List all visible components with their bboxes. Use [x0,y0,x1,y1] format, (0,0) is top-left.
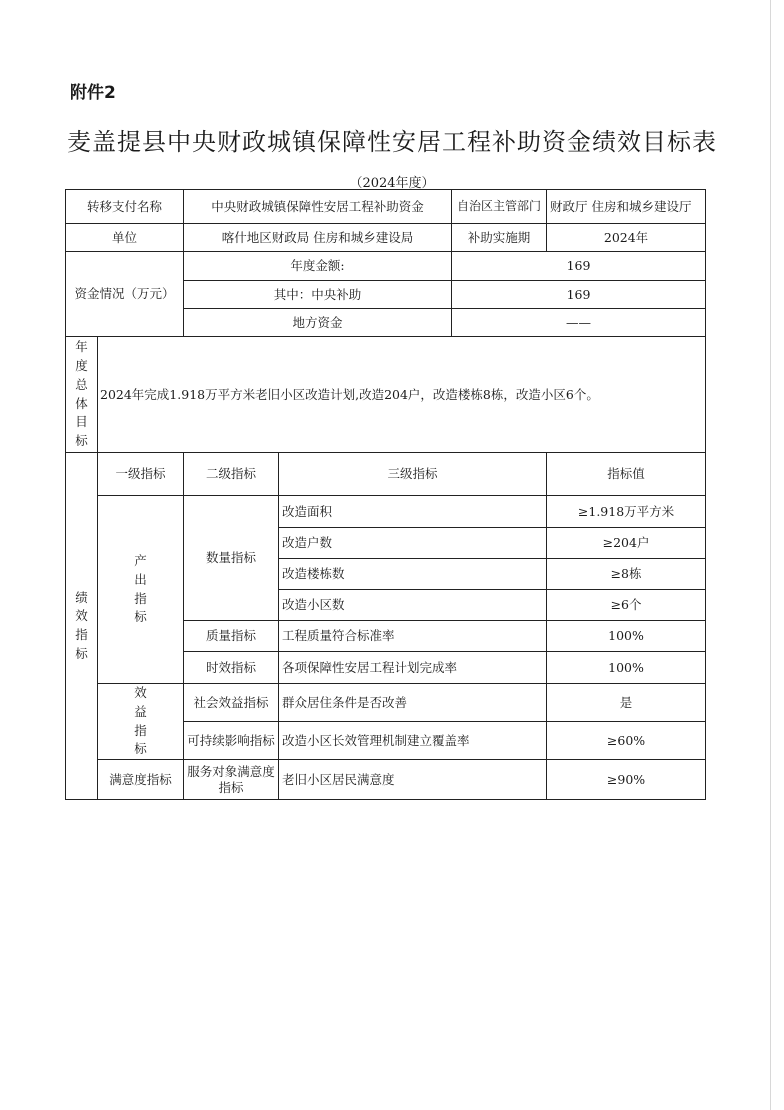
output-indicators-label: 产出指标 [98,496,184,684]
social-benefit-name: 群众居住条件是否改善 [279,684,547,722]
sustainability-value: ≥60% [547,722,706,760]
timeliness-indicator-name: 各项保障性安居工程计划完成率 [279,652,547,684]
sustainability-label: 可持续影响指标 [184,722,279,760]
quantity-row-name: 改造面积 [279,496,547,528]
funds-label: 资金情况（万元） [66,252,184,337]
quantity-row-value: ≥6个 [547,590,706,621]
service-satisfaction-label: 服务对象满意度指标 [184,760,279,800]
annual-amount-value: 169 [452,252,706,281]
transfer-name-label: 转移支付名称 [66,190,184,224]
page-edge [770,0,771,1110]
quantity-indicators-label: 数量指标 [184,496,279,621]
period-label: 补助实施期 [452,224,547,252]
quality-indicator-name: 工程质量符合标准率 [279,621,547,652]
unit-label: 单位 [66,224,184,252]
quality-indicators-label: 质量指标 [184,621,279,652]
period-value: 2024年 [547,224,706,252]
sustainability-name: 改造小区长效管理机制建立覆盖率 [279,722,547,760]
quantity-row-value: ≥204户 [547,528,706,559]
quantity-row-value: ≥1.918万平方米 [547,496,706,528]
annual-goal-label: 年度总体目标 [66,337,98,453]
header-level1: 一级指标 [98,453,184,496]
transfer-name-value: 中央财政城镇保障性安居工程补助资金 [184,190,452,224]
year-label: （2024年度） [349,176,435,191]
dept-label: 自治区主管部门 [452,190,547,224]
unit-value: 喀什地区财政局 住房和城乡建设局 [184,224,452,252]
satisfaction-indicators-label: 满意度指标 [98,760,184,800]
service-satisfaction-value: ≥90% [547,760,706,800]
annual-goal-text: 2024年完成1.918万平方米老旧小区改造计划,改造204户，改造楼栋8栋，改造小区6个。 [98,337,706,453]
service-satisfaction-name: 老旧小区居民满意度 [279,760,547,800]
page-title: 麦盖提县中央财政城镇保障性安居工程补助资金绩效目标表 [67,128,717,156]
benefit-indicators-label: 效益指标 [98,684,184,760]
social-benefit-value: 是 [547,684,706,722]
dept-value: 财政厅 住房和城乡建设厅 [547,190,706,224]
attachment-label: 附件2 [70,83,116,103]
header-level3: 三级指标 [279,453,547,496]
quantity-row-name: 改造小区数 [279,590,547,621]
quantity-row-value: ≥8栋 [547,559,706,590]
indicators-label: 绩效指标 [66,453,98,800]
timeliness-indicator-value: 100% [547,652,706,684]
quantity-row-name: 改造楼栋数 [279,559,547,590]
local-funds-label: 地方资金 [184,309,452,337]
social-benefit-label: 社会效益指标 [184,684,279,722]
quality-indicator-value: 100% [547,621,706,652]
local-funds-value: —— [452,309,706,337]
central-subsidy-label: 其中：中央补助 [184,281,452,309]
annual-amount-label: 年度金额: [184,252,452,281]
performance-table [65,189,706,800]
timeliness-indicators-label: 时效指标 [184,652,279,684]
header-level2: 二级指标 [184,453,279,496]
central-subsidy-value: 169 [452,281,706,309]
header-value: 指标值 [547,453,706,496]
quantity-row-name: 改造户数 [279,528,547,559]
